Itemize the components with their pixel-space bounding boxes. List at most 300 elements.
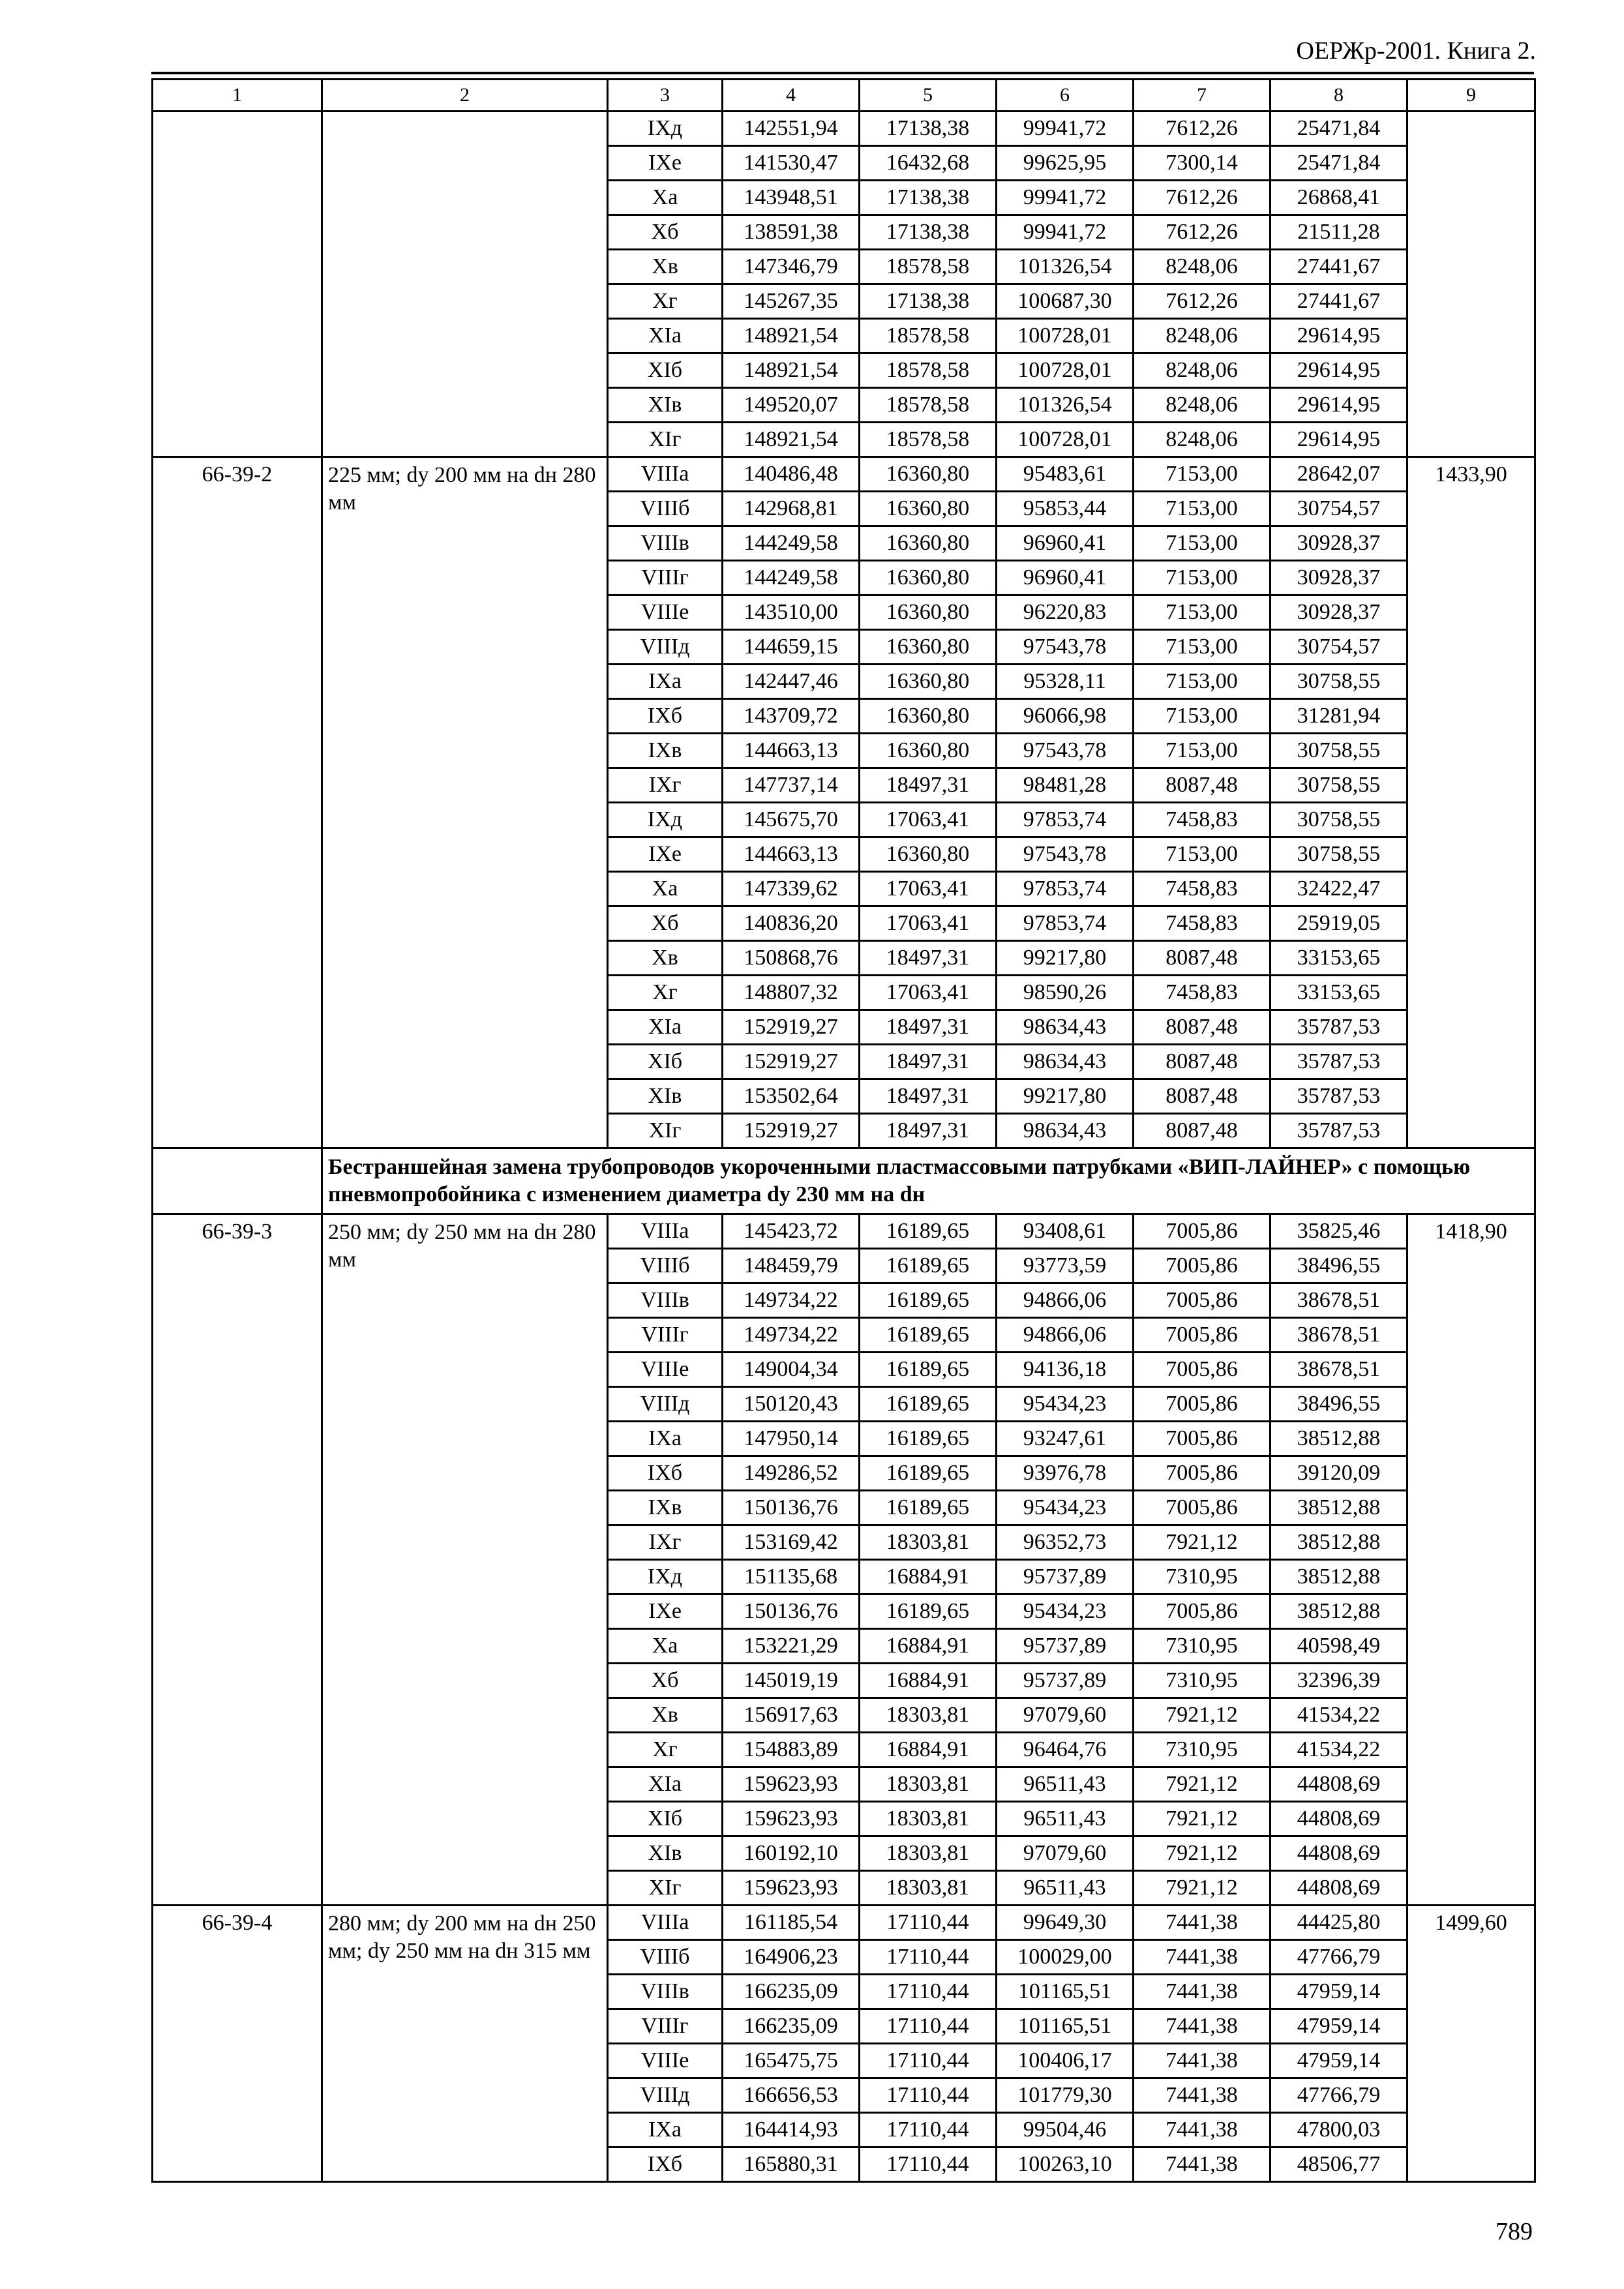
price-value: 38512,88 [1271, 1422, 1407, 1456]
price-value: 160192,10 [723, 1836, 860, 1871]
price-value: 98590,26 [997, 976, 1134, 1010]
zone-code: Xб [608, 215, 723, 250]
price-value: 16360,80 [860, 492, 997, 526]
price-value: 48506,77 [1271, 2147, 1407, 2182]
price-value: 25471,84 [1271, 146, 1407, 181]
price-value: 8087,48 [1134, 1114, 1271, 1148]
price-value: 7005,86 [1134, 1318, 1271, 1353]
price-value: 7458,83 [1134, 976, 1271, 1010]
price-value: 29614,95 [1271, 423, 1407, 457]
price-value: 35787,53 [1271, 1114, 1407, 1148]
item-extra-value [1407, 112, 1535, 457]
price-value: 96960,41 [997, 561, 1134, 595]
zone-code: IXе [608, 146, 723, 181]
price-value: 44808,69 [1271, 1802, 1407, 1836]
price-value: 7441,38 [1134, 2044, 1271, 2078]
price-value: 149286,52 [723, 1456, 860, 1491]
column-number: 6 [997, 80, 1134, 112]
price-value: 97543,78 [997, 734, 1134, 768]
price-value: 7458,83 [1134, 872, 1271, 906]
price-value: 7153,00 [1134, 665, 1271, 699]
price-value: 7612,26 [1134, 112, 1271, 146]
price-value: 166656,53 [723, 2078, 860, 2113]
price-value: 97853,74 [997, 906, 1134, 941]
price-value: 7441,38 [1134, 2147, 1271, 2182]
price-value: 100263,10 [997, 2147, 1134, 2182]
price-value: 148921,54 [723, 319, 860, 353]
price-value: 18578,58 [860, 353, 997, 388]
price-value: 16884,91 [860, 1629, 997, 1664]
price-value: 144659,15 [723, 630, 860, 665]
price-value: 16360,80 [860, 734, 997, 768]
price-value: 7153,00 [1134, 561, 1271, 595]
section-title: Бестраншейная замена трубопроводов укороченными пластмассовыми патрубками «ВИП-ЛАЙНЕР» с помощью пневмопробойника с изменением диаметра dy 230 мм на dн [322, 1148, 1535, 1214]
price-value: 29614,95 [1271, 319, 1407, 353]
price-value: 143948,51 [723, 181, 860, 215]
price-value: 101779,30 [997, 2078, 1134, 2113]
price-value: 18303,81 [860, 1836, 997, 1871]
zone-code: XIa [608, 319, 723, 353]
price-value: 47800,03 [1271, 2113, 1407, 2147]
price-value: 35787,53 [1271, 1045, 1407, 1079]
price-value: 7310,95 [1134, 1629, 1271, 1664]
zone-code: Xг [608, 1733, 723, 1767]
zone-code: Xa [608, 1629, 723, 1664]
price-value: 16189,65 [860, 1283, 997, 1318]
price-value: 148921,54 [723, 423, 860, 457]
column-number: 3 [608, 80, 723, 112]
price-value: 30928,37 [1271, 561, 1407, 595]
price-value: 144249,58 [723, 526, 860, 561]
price-value: 152919,27 [723, 1045, 860, 1079]
price-value: 8087,48 [1134, 1079, 1271, 1114]
zone-code: Xг [608, 284, 723, 319]
price-value: 100728,01 [997, 319, 1134, 353]
price-value: 149520,07 [723, 388, 860, 423]
zone-code: Xв [608, 1698, 723, 1733]
zone-code: VIIIв [608, 1283, 723, 1318]
price-value: 7921,12 [1134, 1698, 1271, 1733]
zone-code: VIIIе [608, 2044, 723, 2078]
price-value: 7441,38 [1134, 1975, 1271, 2009]
zone-code: VIIIг [608, 1318, 723, 1353]
item-description: 250 мм; dy 250 мм на dн 280 мм [322, 1214, 608, 1906]
column-number: 1 [153, 80, 322, 112]
price-value: 26868,41 [1271, 181, 1407, 215]
zone-code: Xa [608, 181, 723, 215]
price-value: 165475,75 [723, 2044, 860, 2078]
price-value: 150120,43 [723, 1387, 860, 1422]
price-value: 16189,65 [860, 1318, 997, 1353]
price-value: 30754,57 [1271, 630, 1407, 665]
price-value: 95434,23 [997, 1491, 1134, 1525]
price-value: 21511,28 [1271, 215, 1407, 250]
price-value: 17110,44 [860, 2078, 997, 2113]
price-value: 17110,44 [860, 2044, 997, 2078]
price-value: 47766,79 [1271, 2078, 1407, 2113]
zone-code: VIIIa [608, 1906, 723, 1940]
price-value: 143709,72 [723, 699, 860, 734]
price-value: 17110,44 [860, 2009, 997, 2044]
price-value: 153169,42 [723, 1525, 860, 1560]
price-value: 99941,72 [997, 181, 1134, 215]
price-value: 8248,06 [1134, 388, 1271, 423]
price-value: 28642,07 [1271, 457, 1407, 492]
price-value: 17138,38 [860, 112, 997, 146]
price-value: 8248,06 [1134, 250, 1271, 284]
price-value: 41534,22 [1271, 1733, 1407, 1767]
price-value: 16884,91 [860, 1733, 997, 1767]
price-value: 25471,84 [1271, 112, 1407, 146]
price-value: 95483,61 [997, 457, 1134, 492]
zone-code: IXд [608, 803, 723, 837]
price-value: 17138,38 [860, 215, 997, 250]
price-value: 17110,44 [860, 1906, 997, 1940]
price-value: 96352,73 [997, 1525, 1134, 1560]
price-value: 41534,22 [1271, 1698, 1407, 1733]
price-value: 31281,94 [1271, 699, 1407, 734]
price-value: 7921,12 [1134, 1836, 1271, 1871]
price-value: 44808,69 [1271, 1767, 1407, 1802]
price-value: 96220,83 [997, 595, 1134, 630]
price-value: 17110,44 [860, 2113, 997, 2147]
zone-code: VIIIд [608, 2078, 723, 2113]
price-value: 30928,37 [1271, 526, 1407, 561]
zone-code: IXе [608, 837, 723, 872]
price-value: 95737,89 [997, 1560, 1134, 1594]
zone-code: VIIIб [608, 492, 723, 526]
price-value: 98481,28 [997, 768, 1134, 803]
price-value: 35787,53 [1271, 1079, 1407, 1114]
price-value: 100728,01 [997, 353, 1134, 388]
price-value: 142551,94 [723, 112, 860, 146]
column-number-row [153, 80, 1535, 112]
price-value: 16189,65 [860, 1249, 997, 1283]
price-value: 18497,31 [860, 768, 997, 803]
price-value: 145675,70 [723, 803, 860, 837]
price-value: 18578,58 [860, 423, 997, 457]
zone-code: VIIIв [608, 1975, 723, 2009]
price-value: 93976,78 [997, 1456, 1134, 1491]
column-number: 5 [860, 80, 997, 112]
price-value: 8087,48 [1134, 768, 1271, 803]
price-value: 7441,38 [1134, 2078, 1271, 2113]
price-value: 7921,12 [1134, 1525, 1271, 1560]
price-value: 17110,44 [860, 1975, 997, 2009]
price-value: 16360,80 [860, 699, 997, 734]
price-value: 16189,65 [860, 1594, 997, 1629]
price-value: 144249,58 [723, 561, 860, 595]
item-extra-value: 1499,60 [1407, 1906, 1535, 2182]
price-value: 30758,55 [1271, 837, 1407, 872]
price-value: 17063,41 [860, 803, 997, 837]
column-number: 7 [1134, 80, 1271, 112]
price-value: 7310,95 [1134, 1733, 1271, 1767]
price-value: 148459,79 [723, 1249, 860, 1283]
price-value: 99217,80 [997, 1079, 1134, 1114]
item-extra-value: 1418,90 [1407, 1214, 1535, 1906]
price-value: 7153,00 [1134, 492, 1271, 526]
price-value: 99941,72 [997, 112, 1134, 146]
price-value: 96960,41 [997, 526, 1134, 561]
zone-code: XIa [608, 1010, 723, 1045]
item-code [153, 112, 322, 457]
price-value: 161185,54 [723, 1906, 860, 1940]
price-value: 99217,80 [997, 941, 1134, 976]
price-value: 7458,83 [1134, 906, 1271, 941]
price-value: 147339,62 [723, 872, 860, 906]
price-value: 18497,31 [860, 1010, 997, 1045]
price-value: 17063,41 [860, 872, 997, 906]
price-value: 7005,86 [1134, 1594, 1271, 1629]
price-value: 7005,86 [1134, 1456, 1271, 1491]
price-value: 8248,06 [1134, 319, 1271, 353]
price-value: 145019,19 [723, 1664, 860, 1698]
zone-code: XIб [608, 353, 723, 388]
price-value: 18578,58 [860, 319, 997, 353]
price-value: 159623,93 [723, 1871, 860, 1906]
price-value: 16189,65 [860, 1353, 997, 1387]
price-value: 140486,48 [723, 457, 860, 492]
price-value: 99941,72 [997, 215, 1134, 250]
price-value: 33153,65 [1271, 976, 1407, 1010]
price-value: 18497,31 [860, 1045, 997, 1079]
price-value: 95434,23 [997, 1594, 1134, 1629]
price-value: 7300,14 [1134, 146, 1271, 181]
price-value: 141530,47 [723, 146, 860, 181]
zone-code: IXг [608, 768, 723, 803]
price-value: 148921,54 [723, 353, 860, 388]
price-value: 96511,43 [997, 1871, 1134, 1906]
zone-code: IXб [608, 699, 723, 734]
zone-code: VIIIa [608, 1214, 723, 1249]
price-value: 154883,89 [723, 1733, 860, 1767]
price-value: 150136,76 [723, 1491, 860, 1525]
price-value: 7005,86 [1134, 1283, 1271, 1318]
price-value: 16189,65 [860, 1491, 997, 1525]
price-value: 16360,80 [860, 595, 997, 630]
price-value: 7005,86 [1134, 1214, 1271, 1249]
zone-code: VIIIе [608, 595, 723, 630]
item-description [322, 112, 608, 457]
price-value: 47959,14 [1271, 1975, 1407, 2009]
zone-code: IXб [608, 2147, 723, 2182]
price-value: 101326,54 [997, 388, 1134, 423]
price-value: 38678,51 [1271, 1353, 1407, 1387]
price-value: 95434,23 [997, 1387, 1134, 1422]
table-row [153, 1906, 1535, 1940]
price-value: 33153,65 [1271, 941, 1407, 976]
price-value: 159623,93 [723, 1802, 860, 1836]
price-value: 30758,55 [1271, 734, 1407, 768]
price-value: 7921,12 [1134, 1802, 1271, 1836]
price-value: 7441,38 [1134, 1906, 1271, 1940]
zone-code: VIIIa [608, 457, 723, 492]
price-value: 97543,78 [997, 837, 1134, 872]
price-value: 47766,79 [1271, 1940, 1407, 1975]
price-value: 7005,86 [1134, 1353, 1271, 1387]
price-value: 147737,14 [723, 768, 860, 803]
price-value: 7153,00 [1134, 457, 1271, 492]
price-value: 18497,31 [860, 941, 997, 976]
price-value: 152919,27 [723, 1010, 860, 1045]
price-value: 30758,55 [1271, 665, 1407, 699]
price-value: 16189,65 [860, 1456, 997, 1491]
price-value: 18303,81 [860, 1871, 997, 1906]
zone-code: VIIIг [608, 2009, 723, 2044]
price-value: 95853,44 [997, 492, 1134, 526]
zone-code: XIг [608, 1114, 723, 1148]
price-value: 95737,89 [997, 1629, 1134, 1664]
price-value: 17063,41 [860, 906, 997, 941]
document-header: ОЕРЖр-2001. Книга 2. [1296, 37, 1536, 65]
price-value: 38678,51 [1271, 1283, 1407, 1318]
zone-code: VIIIб [608, 1940, 723, 1975]
price-value: 97543,78 [997, 630, 1134, 665]
price-value: 32422,47 [1271, 872, 1407, 906]
price-value: 149004,34 [723, 1353, 860, 1387]
column-number: 4 [723, 80, 860, 112]
price-value: 44808,69 [1271, 1836, 1407, 1871]
item-code: 66-39-3 [153, 1214, 322, 1906]
price-value: 95737,89 [997, 1664, 1134, 1698]
price-value: 148807,32 [723, 976, 860, 1010]
price-value: 149734,22 [723, 1283, 860, 1318]
price-value: 7005,86 [1134, 1491, 1271, 1525]
price-value: 44425,80 [1271, 1906, 1407, 1940]
item-description: 225 мм; dy 200 мм на dн 280 мм [322, 457, 608, 1148]
price-value: 30758,55 [1271, 803, 1407, 837]
price-value: 145423,72 [723, 1214, 860, 1249]
price-value: 8087,48 [1134, 941, 1271, 976]
price-value: 7005,86 [1134, 1387, 1271, 1422]
zone-code: IXг [608, 1525, 723, 1560]
column-number: 9 [1407, 80, 1535, 112]
price-value: 16360,80 [860, 630, 997, 665]
zone-code: IXв [608, 1491, 723, 1525]
price-value: 98634,43 [997, 1010, 1134, 1045]
zone-code: IXд [608, 112, 723, 146]
price-value: 100029,00 [997, 1940, 1134, 1975]
price-value: 166235,09 [723, 1975, 860, 2009]
zone-code: XIг [608, 1871, 723, 1906]
price-value: 7153,00 [1134, 595, 1271, 630]
price-value: 18303,81 [860, 1525, 997, 1560]
price-value: 25919,05 [1271, 906, 1407, 941]
price-value: 7153,00 [1134, 734, 1271, 768]
price-value: 153221,29 [723, 1629, 860, 1664]
zone-code: IXд [608, 1560, 723, 1594]
price-value: 147346,79 [723, 250, 860, 284]
zone-code: VIIIг [608, 561, 723, 595]
price-value: 96511,43 [997, 1802, 1134, 1836]
price-value: 100687,30 [997, 284, 1134, 319]
price-value: 39120,09 [1271, 1456, 1407, 1491]
item-description: 280 мм; dy 200 мм на dн 250 мм; dy 250 мм на dн 315 мм [322, 1906, 608, 2182]
price-value: 18497,31 [860, 1114, 997, 1148]
zone-code: XIб [608, 1802, 723, 1836]
zone-code: Xв [608, 250, 723, 284]
price-value: 29614,95 [1271, 388, 1407, 423]
price-value: 16884,91 [860, 1560, 997, 1594]
price-value: 38512,88 [1271, 1560, 1407, 1594]
price-value: 35787,53 [1271, 1010, 1407, 1045]
price-value: 16432,68 [860, 146, 997, 181]
price-value: 166235,09 [723, 2009, 860, 2044]
price-value: 27441,67 [1271, 250, 1407, 284]
price-value: 144663,13 [723, 734, 860, 768]
price-value: 150868,76 [723, 941, 860, 976]
price-value: 140836,20 [723, 906, 860, 941]
item-code: 66-39-4 [153, 1906, 322, 2182]
price-value: 143510,00 [723, 595, 860, 630]
price-value: 18303,81 [860, 1698, 997, 1733]
price-value: 16360,80 [860, 561, 997, 595]
price-value: 30928,37 [1271, 595, 1407, 630]
price-value: 94866,06 [997, 1318, 1134, 1353]
price-value: 147950,14 [723, 1422, 860, 1456]
price-value: 7441,38 [1134, 1940, 1271, 1975]
item-extra-value: 1433,90 [1407, 457, 1535, 1148]
price-value: 38678,51 [1271, 1318, 1407, 1353]
price-value: 7005,86 [1134, 1422, 1271, 1456]
price-value: 18578,58 [860, 388, 997, 423]
price-value: 7310,95 [1134, 1664, 1271, 1698]
price-value: 96066,98 [997, 699, 1134, 734]
table-row [153, 457, 1535, 492]
zone-code: XIв [608, 388, 723, 423]
price-value: 44808,69 [1271, 1871, 1407, 1906]
price-value: 93773,59 [997, 1249, 1134, 1283]
page-number: 789 [1496, 2218, 1533, 2245]
zone-code: Xг [608, 976, 723, 1010]
price-value: 17110,44 [860, 2147, 997, 2182]
price-value: 18303,81 [860, 1802, 997, 1836]
price-value: 101165,51 [997, 2009, 1134, 2044]
column-number: 8 [1271, 80, 1407, 112]
price-value: 94866,06 [997, 1283, 1134, 1318]
price-value: 32396,39 [1271, 1664, 1407, 1698]
price-value: 97079,60 [997, 1836, 1134, 1871]
zone-code: Xб [608, 906, 723, 941]
price-value: 27441,67 [1271, 284, 1407, 319]
price-value: 47959,14 [1271, 2009, 1407, 2044]
price-value: 153502,64 [723, 1079, 860, 1114]
price-value: 97853,74 [997, 872, 1134, 906]
zone-code: XIв [608, 1836, 723, 1871]
table-body [153, 80, 1535, 2182]
price-value: 93247,61 [997, 1422, 1134, 1456]
price-value: 142447,46 [723, 665, 860, 699]
price-value: 38512,88 [1271, 1594, 1407, 1629]
column-number: 2 [322, 80, 608, 112]
price-value: 16360,80 [860, 665, 997, 699]
price-value: 16360,80 [860, 837, 997, 872]
price-value: 8087,48 [1134, 1045, 1271, 1079]
price-value: 7921,12 [1134, 1871, 1271, 1906]
price-value: 159623,93 [723, 1767, 860, 1802]
price-value: 7153,00 [1134, 630, 1271, 665]
price-value: 95328,11 [997, 665, 1134, 699]
price-value: 144663,13 [723, 837, 860, 872]
price-value: 16189,65 [860, 1387, 997, 1422]
price-value: 18578,58 [860, 250, 997, 284]
price-value: 101326,54 [997, 250, 1134, 284]
price-value: 164906,23 [723, 1940, 860, 1975]
item-code: 66-39-2 [153, 457, 322, 1148]
price-value: 47959,14 [1271, 2044, 1407, 2078]
price-value: 7612,26 [1134, 181, 1271, 215]
